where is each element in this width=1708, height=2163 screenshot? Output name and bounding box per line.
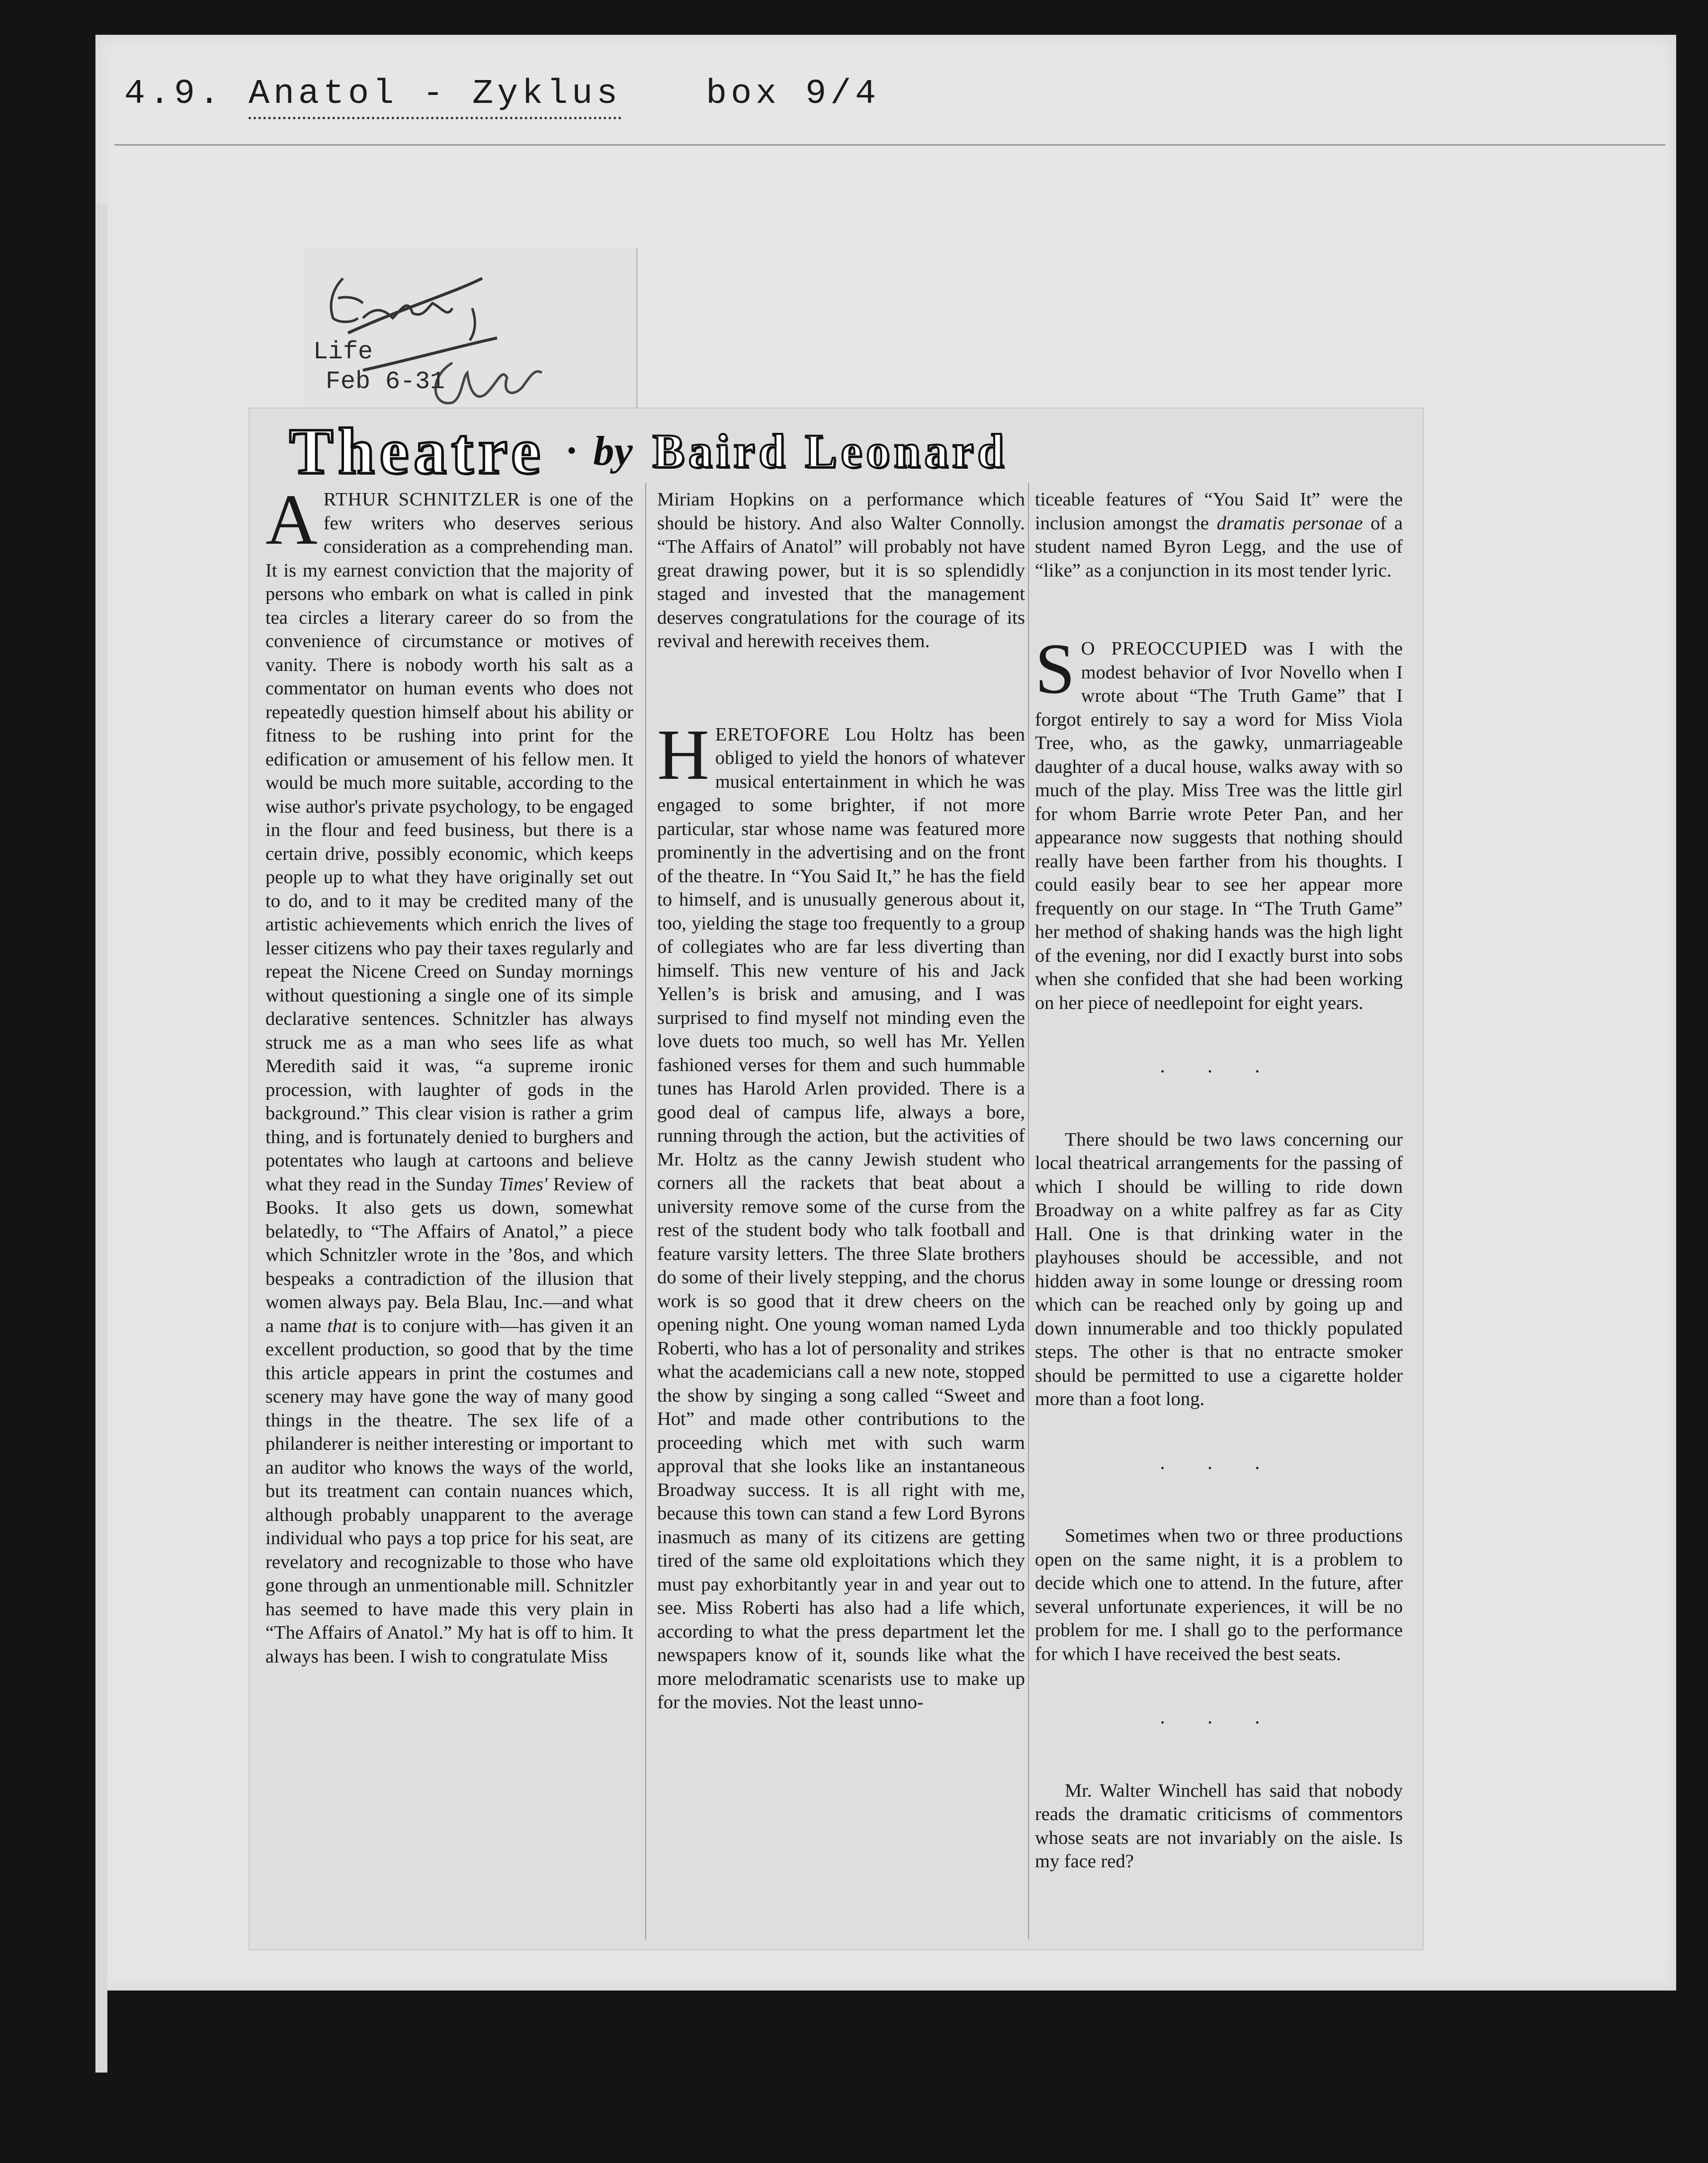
topic-label: Anatol - Zyklus [249, 75, 621, 119]
column-divider [645, 483, 646, 1939]
article-column-3 [1035, 488, 1403, 1874]
paragraph-text: is one of the few writers who deserves serious consideration as a comprehending man. It is my earnest conviction that the majority of persons who embark on what is called in pink tea circles a literary career do so from the convenience of circumstance or motives of vanity. There is nobody worth his salt as a commentator on human events who does not repeatedly question himself about his ability or fitness to be rushing into print for the edification or amusement of his fellow men. It would be much more suitable, according to the wise author's private psychology, to be engaged in the flour and feed business, but there is a certain drive, possibly economic, which keeps people up to what they have originally set out to do, and to it may be credited many of the artistic achievements which enrich the lives of lesser citizens who pay their taxes regularly and repeat the Nicene Creed on Sunday mornings without questioning a single one of its simple declarative sentences. Schnitzler has always struck me as a man who sees life as what Meredith said it was, “a supreme ironic procession, with laughter of gods in the background.” This clear vision is rather a grim thing, and is fortunately denied to burghers and potentates who laugh at cartoons and believe what they read in the Sunday [265, 489, 633, 1195]
article-column-1 [265, 480, 633, 1668]
section-number: 4.9. [124, 75, 224, 114]
lead-in: ERETOFORE [715, 724, 830, 745]
paragraph-text: of a student named Byron Legg, and the use of “like” as a conjunction in its most tender lyric. [1035, 512, 1403, 581]
paragraph: Mr. Walter Winchell has said that nobody reads the dramatic criticisms of commentors whose seats are not invariably on the aisle. Is my face red? [1035, 1780, 1403, 1872]
paragraph [265, 480, 633, 1668]
section-break: · · · [1159, 1456, 1279, 1479]
byline-prefix: by [593, 427, 633, 474]
drop-cap: H [657, 715, 709, 795]
italic-text: that [327, 1315, 357, 1336]
paragraph [1035, 488, 1403, 582]
paragraph: Sometimes when two or three productions open on the same night, it is a problem to decide which one to attend. In the future, after several unfortunate experiences, it will be no problem for me. I shall go to the performance for which I have received the best seats. [1035, 1525, 1403, 1664]
box-label: box 9/4 [706, 75, 880, 114]
newspaper-clipping [249, 408, 1424, 1950]
paragraph-text: Review of Books. It also gets us down, somewhat belatedly, to “The Affairs of Anatol,” a piece which Schnitzler wrote in the ’8os, and which bespeaks a contradiction of the illusion that women always pay. Bela Blau, Inc.—and what a name [265, 1173, 633, 1336]
paragraph: There should be two laws concerning our local theatrical arrangements for the passing of which I should be willing to ride down Broadway on a white palfrey as far as City Hall. One is that drinking water in the playhouses should be accessible, and not hidden away in some lounge or dressing room which can be reached only by going up and down innumerable and too thickly populated steps. The other is that no entracte smoker should be permitted to use a cigarette holder more than a foot long. [1035, 1129, 1403, 1410]
archive-header [124, 75, 880, 114]
italic-text: dramatis personae [1216, 512, 1363, 534]
paragraph: Miriam Hopkins on a performance which should be history. And also Walter Connolly. “The Affairs of Anatol” will probably not have great drawing power, but it is so splendidly staged and invested that the management deserves congratulations for the courage of its revival and herewith receives them. [657, 489, 1025, 652]
article-column-2 [657, 488, 1025, 1715]
publication-name: Life [313, 338, 373, 366]
lead-in: RTHUR SCHNITZLER [323, 489, 520, 510]
paragraph-text: was I with the modest behavior of Ivor Novello when I wrote about “The Truth Game” that I forgot entirely to say a word for Miss Viola Tree, who, as the gawky, unmarriageable daughter of a ducal house, walks away with so much of the play. Miss Tree was the little girl for whom Barrie wrote Peter Pan, and her appearance now suggests that nothing should really have been farther from his thoughts. I could easily bear to see her appear more frequently on our stage. In “The Truth Game” her method of shaking hands was the high light of the evening, nor did I exactly burst into sobs when she confided that she had been working on her piece of needlepoint for eight years. [1035, 638, 1403, 1013]
paragraph-text: is to conjure with—has given it an excellent production, so good that by the time this article appears in print the costumes and scenery may have gone the way of many good things in the theatre. The sex life of a philanderer is neither interesting or important to an auditor who knows the ways of the world, but its treatment can contain nuances which, although probably unapparent to the average individual who pays a top price for his seat, are revelatory and recognizable to those who have gone through an unmentionable mill. Schnitzler has seemed to have made this very plain in “The Affairs of Anatol.” My hat is off to him. It always has been. I wish to congratulate Miss [265, 1315, 633, 1667]
publication-date: Feb 6-31 [326, 368, 445, 396]
card-edge [95, 204, 107, 2073]
section-break: · · · [1159, 1711, 1279, 1734]
header-divider [114, 144, 1665, 146]
lead-in: O PREOCCUPIED [1081, 638, 1248, 659]
column-divider [1028, 483, 1029, 1939]
italic-text: Times' [499, 1173, 548, 1195]
article-title: Theatre [289, 414, 545, 488]
title-separator: · [565, 428, 579, 473]
drop-cap: A [265, 480, 318, 560]
article-author: Baird Leonard [652, 424, 1008, 478]
paragraph [657, 715, 1025, 1715]
paragraph-text: ticeable features of “You Said It” were the inclusion amongst the [1035, 489, 1403, 534]
source-label [303, 249, 638, 413]
paragraph [1035, 629, 1403, 1015]
article-headline [289, 414, 1383, 488]
section-break: · · · [1159, 1060, 1279, 1082]
drop-cap: S [1035, 629, 1075, 709]
paragraph-text: Lou Holtz has been obliged to yield the honors of whatever musical entertainment in which he was engaged to some brighter, if not more particular, star whose name was featured more prominently in the advertising and on the front of the theatre. In “You Said It,” he has the field to himself, and is unusually generous about it, too, yielding the stage too frequently to a group of collegiates who are far less diverting than himself. This new venture of his and Jack Yellen’s is brisk and amusing, and I was surprised to find myself not minding even the love duets too much, so well has Mr. Yellen fashioned verses for them and such hummable tunes has Harold Arlen provided. There is a good deal of campus life, always a bore, running through the action, but the activities of Mr. Holtz as the canny Jewish student who corners all the rackets that beat about a university remove some of the curse from the rest of the student body who talk football and feature varsity letters. The three Slate brothers do some of their lively stepping, and the chorus work is so good that it drew cheers on the opening night. One young woman named Lyda Roberti, who has a lot of personality and strikes what the academicians call a new note, stopped the show by singing a song called “Sweet and Hot” and made other contributions to the proceeding which met with such warm approval that she looks like an instantaneous Broadway success. It is all right with me, because this town can stand a few Lord Byrons inasmuch as many of its citizens are getting tired of the same old exploitations which they must pay exhorbitantly year in and year out to see. Miss Roberti has also had a life which, according to what the press department let the newspapers know of it, sounds like what the more melodramatic scenarists use to make up for the movies. Not the least unno- [657, 724, 1025, 1713]
